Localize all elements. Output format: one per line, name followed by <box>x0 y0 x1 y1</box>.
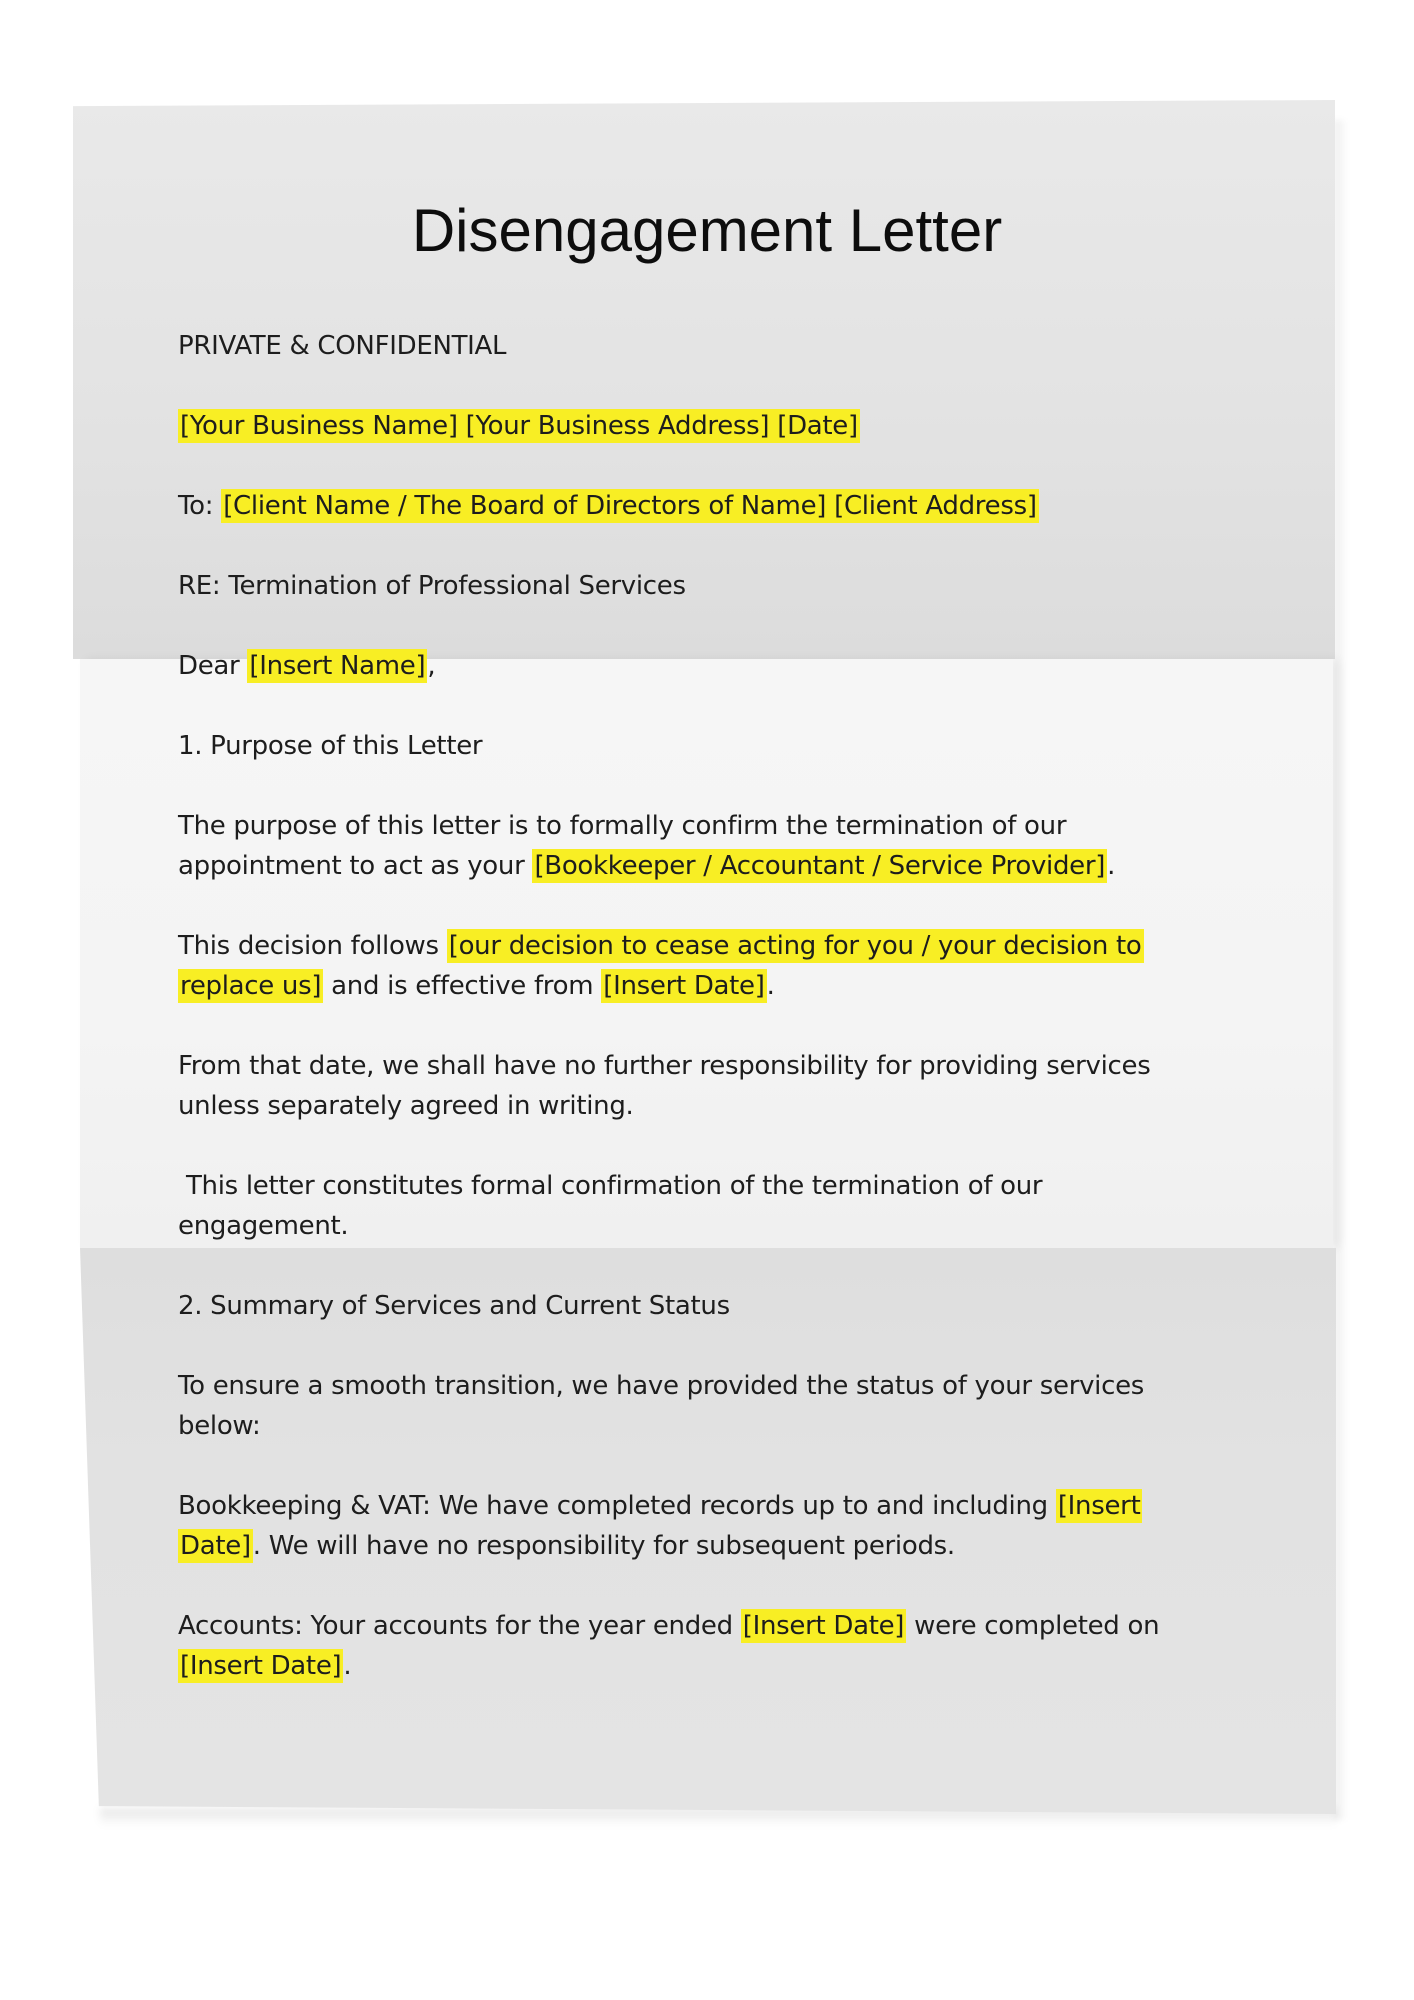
section2-p3-line1 <box>178 1606 1159 1646</box>
section1-p4-line2: engagement. <box>178 1211 349 1241</box>
p1-text: appointment to act as your <box>178 851 525 881</box>
section2-p1-line2: below: <box>178 1411 261 1441</box>
paper-shadow-right <box>1334 120 1348 1820</box>
section2-p1-line1: To ensure a smooth transition, we have provided the status of your services <box>178 1371 1145 1401</box>
p2-text: This decision follows <box>178 931 439 961</box>
bookkeeping-date-placeholder-part1[interactable]: [Insert <box>1057 1491 1141 1521</box>
completion-date-placeholder[interactable]: [Insert Date] <box>180 1651 342 1681</box>
bookkeeping-date-placeholder-part2[interactable]: Date] <box>180 1531 251 1561</box>
section2-p3-line2 <box>178 1646 351 1686</box>
recipient-line <box>178 486 1039 526</box>
re-line: RE: Termination of Professional Services <box>178 571 686 601</box>
section1-heading: 1. Purpose of this Letter <box>178 731 483 761</box>
decision-placeholder-part2[interactable]: replace us] <box>180 971 322 1001</box>
to-label: To: <box>178 491 214 521</box>
salutation-name-placeholder[interactable]: [Insert Name] <box>249 651 426 681</box>
salutation-line <box>178 646 435 686</box>
bookkeeping-text: Bookkeeping & VAT: We have completed records up to and including <box>178 1491 1048 1521</box>
accounts-text2: were completed on <box>914 1611 1160 1641</box>
salutation-text: Dear <box>178 651 240 681</box>
sender-placeholder[interactable]: [Your Business Name] [Your Business Address] [Date] <box>180 411 858 441</box>
period: . <box>343 1651 352 1681</box>
section1-p4-line1: This letter constitutes formal confirmation of the termination of our <box>178 1171 1043 1201</box>
confidentiality-label: PRIVATE & CONFIDENTIAL <box>178 331 507 361</box>
p2-text2: and is effective from <box>331 971 594 1001</box>
section2-p2-line1 <box>178 1486 1142 1526</box>
section1-p2-line2 <box>178 966 775 1006</box>
year-end-date-placeholder[interactable]: [Insert Date] <box>742 1611 905 1641</box>
section1-p3-line1: From that date, we shall have no further responsibility for providing services <box>178 1051 1151 1081</box>
accounts-text: Accounts: Your accounts for the year ended <box>178 1611 733 1641</box>
recipient-placeholder[interactable]: [Client Name / The Board of Directors of Name] [Client Address] <box>223 491 1037 521</box>
period: . <box>1107 851 1116 881</box>
sender-line <box>178 406 860 446</box>
section2-heading: 2. Summary of Services and Current Status <box>178 1291 730 1321</box>
decision-placeholder-part1[interactable]: [our decision to cease acting for you / your decision to <box>448 931 1142 961</box>
section1-p1-line2 <box>178 846 1115 886</box>
role-placeholder[interactable]: [Bookkeeper / Accountant / Service Provider] <box>534 851 1106 881</box>
section2-p2-line2 <box>178 1526 955 1566</box>
salutation-comma: , <box>427 651 436 681</box>
section1-p1-line1: The purpose of this letter is to formally confirm the termination of our <box>178 811 1067 841</box>
document-title: Disengagement Letter <box>411 197 1003 264</box>
period: . <box>766 971 775 1001</box>
section1-p3-line2: unless separately agreed in writing. <box>178 1091 634 1121</box>
bookkeeping-text2: . We will have no responsibility for subsequent periods. <box>252 1531 955 1561</box>
section1-p2-line1 <box>178 926 1144 966</box>
effective-date-placeholder[interactable]: [Insert Date] <box>603 971 765 1001</box>
